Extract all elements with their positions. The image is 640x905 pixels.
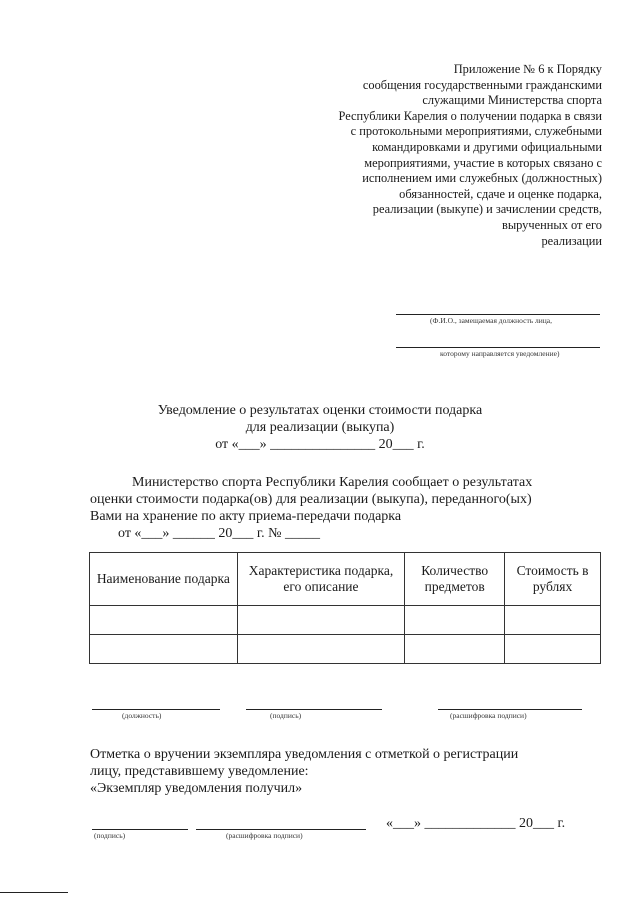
signature-caption: (подпись): [270, 711, 302, 720]
appendix-line: мероприятиями, участие в которых связано с: [364, 155, 602, 170]
appendix-line: обязанностей, сдаче и оценке подарка,: [399, 186, 602, 201]
body-line: оценки стоимости подарка(ов) для реализации (выкупа), переданного(ых): [90, 492, 532, 507]
table-row: [90, 606, 601, 635]
table-header-row: [90, 553, 601, 606]
header-name: [90, 553, 238, 606]
recipient-line-2: [396, 347, 600, 348]
position-line: [92, 709, 220, 710]
header-quantity: [405, 553, 505, 606]
table-cell: [505, 635, 601, 664]
appendix-line: сообщения государственными гражданскими: [362, 77, 602, 92]
appendix-line: исполнением ими служебных (должностных): [362, 171, 602, 186]
table-cell: [237, 635, 405, 664]
receipt-date: «___» _____________ 20___ г.: [386, 816, 566, 831]
header-cost: [505, 553, 601, 606]
appendix-line: служащими Министерства спорта: [422, 93, 602, 108]
decoding-caption: (расшифровка подписи): [450, 711, 527, 720]
notice-date: от «___» _______________ 20___ г.: [215, 437, 425, 452]
appendix-line: реализации: [541, 233, 602, 248]
receipt-decoding-line: [196, 829, 366, 830]
recipient-caption-2: которому направляется уведомление): [440, 349, 560, 358]
header-name-text: Наименование подарка: [96, 571, 230, 586]
receipt-signature-caption: (подпись): [94, 831, 126, 840]
appendix-line: командировками и другими официальными: [372, 139, 602, 154]
appendix-line: с протокольными мероприятиями, служебными: [350, 124, 602, 139]
header-description-text: Характеристика подарка, его описание: [248, 563, 394, 594]
gifts-table: [89, 552, 601, 664]
appendix-line: Приложение № 6 к Порядку: [453, 62, 602, 76]
table-cell: [237, 606, 405, 635]
table-cell: [90, 606, 238, 635]
body-line: от «___» ______ 20___ г. № _____: [118, 526, 320, 541]
table-cell: [90, 635, 238, 664]
recipient-caption-1: (Ф.И.О., замещаемая должность лица,: [430, 316, 552, 325]
recipient-line-1: [396, 314, 600, 315]
notice-subtitle: для реализации (выкупа): [245, 420, 395, 435]
body-line: Вами на хранение по акту приема-передачи подарка: [90, 509, 402, 524]
table-cell: [405, 606, 505, 635]
appendix-line: Республики Карелия о получении подарка в связи: [338, 108, 602, 123]
header-cost-text: Стоимость в рублях: [516, 563, 589, 594]
decoding-line: [438, 709, 582, 710]
header-quantity-text: Количество предметов: [421, 563, 489, 594]
delivery-line: «Экземпляр уведомления получил»: [90, 781, 303, 796]
receipt-signature-line: [92, 829, 188, 830]
delivery-line: лицу, представившему уведомление:: [90, 764, 309, 779]
appendix-line: реализации (выкупе) и зачислении средств,: [372, 202, 602, 217]
footnote-divider: [0, 892, 68, 893]
position-caption: (должность): [122, 711, 162, 720]
body-line: Министерство спорта Республики Карелия сообщает о результатах: [132, 475, 533, 490]
delivery-line: Отметка о вручении экземпляра уведомления с отметкой о регистрации: [90, 747, 519, 762]
appendix-header: [312, 62, 602, 249]
receipt-decoding-caption: (расшифровка подписи): [226, 831, 303, 840]
table-cell: [405, 635, 505, 664]
table-row: [90, 635, 601, 664]
signature-line: [246, 709, 382, 710]
header-description: [237, 553, 405, 606]
appendix-line: вырученных от его: [501, 217, 602, 232]
notice-title: Уведомление о результатах оценки стоимости подарка: [157, 403, 483, 418]
table-cell: [505, 606, 601, 635]
